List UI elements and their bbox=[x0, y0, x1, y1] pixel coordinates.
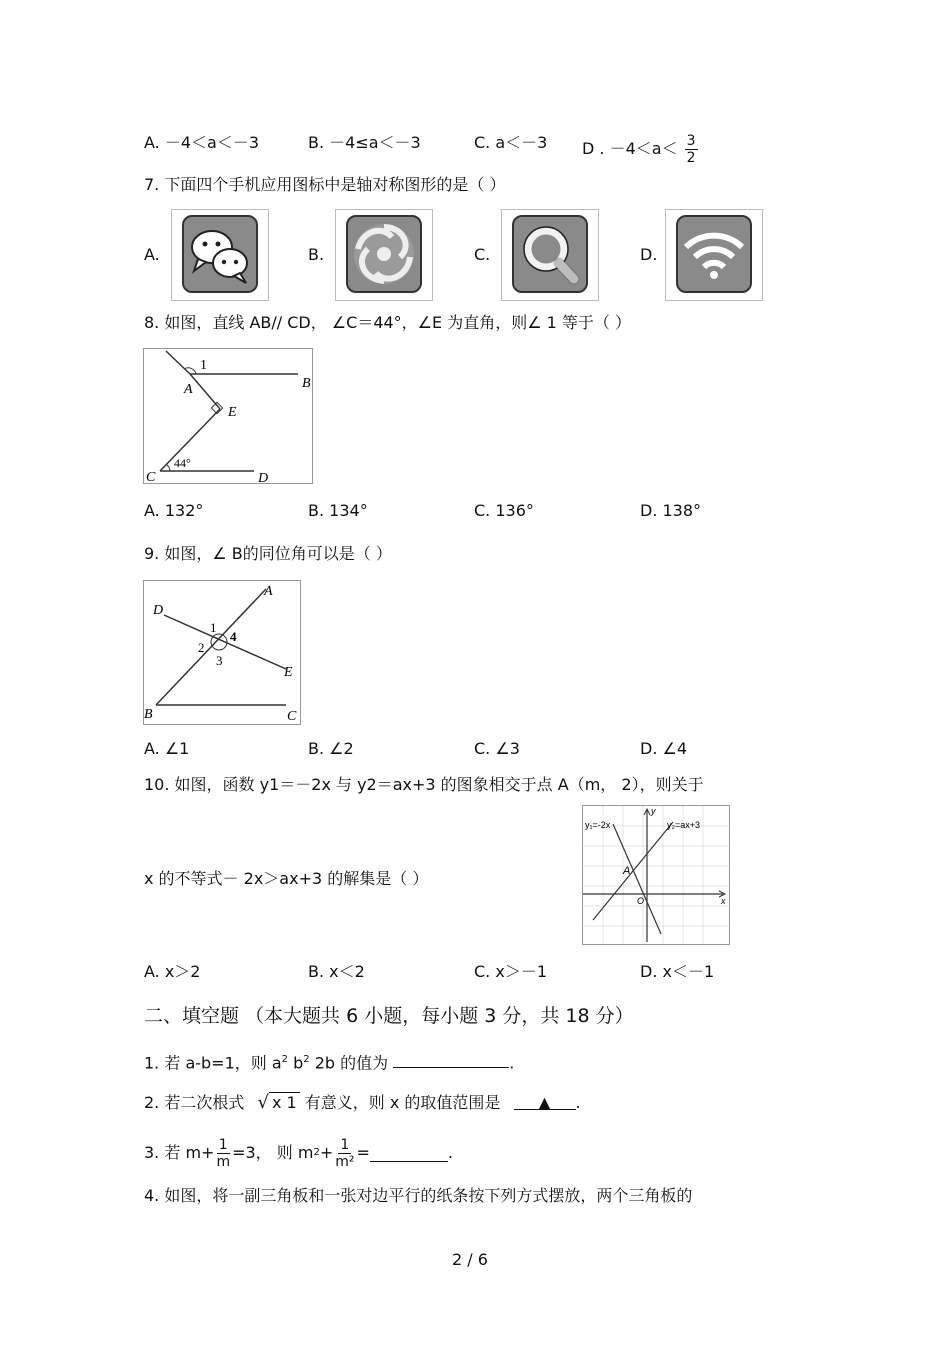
fill-3-end: . bbox=[447, 1143, 453, 1162]
fill-2-radicand: x 1 bbox=[269, 1092, 300, 1112]
q7-image-d bbox=[665, 209, 763, 301]
q8-label-d: D bbox=[258, 471, 269, 483]
q9-figure bbox=[143, 580, 301, 725]
q10-option-a: A. x＞2 bbox=[144, 962, 201, 981]
fill-3-plus: + bbox=[319, 1143, 334, 1162]
fraction-numerator: 1 bbox=[218, 1136, 228, 1153]
fill-3-fraction-2 bbox=[333, 1137, 356, 1170]
q10-label-a: A bbox=[623, 865, 631, 877]
wifi-icon bbox=[676, 215, 752, 293]
fill-2-prefix: 2. 若二次根式 bbox=[144, 1093, 245, 1112]
q9-label-1: 1 bbox=[210, 620, 217, 635]
triangle-mark-icon: ▲ bbox=[538, 1093, 551, 1112]
fill-question-4: 4. 如图，将一副三角板和一张对边平行的纸条按下列方式摆放，两个三角板的 bbox=[144, 1186, 693, 1205]
fill-3-prefix: 3. 若 m+ bbox=[144, 1143, 215, 1162]
q8-option-d: D. 138° bbox=[640, 501, 702, 520]
q10-option-b: B. x＜2 bbox=[308, 962, 365, 981]
q10-label-y1: y₁=-2x bbox=[585, 820, 611, 830]
q9-option-c: C. ∠3 bbox=[474, 739, 520, 758]
fraction-numerator: 3 bbox=[686, 133, 696, 149]
square-root-icon: √ x 1 bbox=[257, 1093, 299, 1113]
q8-stem: 8. 如图，直线 AB∕∕ CD， ∠C＝44°，∠E 为直角，则∠ 1 等于（ ） bbox=[144, 313, 632, 332]
q9-label-b: B bbox=[144, 707, 153, 722]
fraction-denominator: m bbox=[216, 1153, 231, 1170]
q8-label-angle: 44° bbox=[174, 456, 191, 470]
q6-option-d-text: D . －4＜a＜ bbox=[582, 139, 678, 158]
q7-image-a bbox=[171, 209, 269, 301]
q7-label-a: A. bbox=[144, 245, 160, 264]
q6-option-c: C. a＜－3 bbox=[474, 133, 548, 152]
q9-label-d: D bbox=[153, 603, 164, 618]
q7-label-c: C. bbox=[474, 245, 491, 264]
q9-label-e: E bbox=[284, 665, 293, 680]
q6-option-d-fraction bbox=[685, 133, 698, 166]
q9-label-3: 3 bbox=[216, 653, 223, 668]
q9-option-d: D. ∠4 bbox=[640, 739, 688, 758]
fill-2-end: . bbox=[575, 1093, 581, 1112]
fill-1-prefix: 1. 若 a-b=1，则 a bbox=[144, 1053, 282, 1073]
q7-image-b bbox=[335, 209, 433, 301]
q9-stem: 9. 如图，∠ B的同位角可以是（ ） bbox=[144, 544, 392, 563]
q6-option-a: A. －4＜a＜－3 bbox=[144, 133, 260, 152]
fill-1-sup-1: 2 bbox=[281, 1054, 289, 1065]
q8-label-c: C bbox=[146, 470, 156, 483]
q8-figure bbox=[143, 348, 313, 484]
fill-2-answer-blank[interactable] bbox=[514, 1093, 576, 1110]
q10-stem-2: x 的不等式－ 2x＞ax+3 的解集是（ ） bbox=[144, 869, 429, 888]
fill-3-fraction-1 bbox=[214, 1137, 232, 1170]
q8-option-a: A. 132° bbox=[144, 501, 204, 520]
page-number: 2 / 6 bbox=[452, 1250, 488, 1269]
fill-2-suffix: 有意义，则 x 的取值范围是 bbox=[304, 1093, 501, 1112]
q9-label-2: 2 bbox=[198, 640, 205, 655]
q8-label-b: B bbox=[302, 376, 311, 391]
fill-3-sup: 2 bbox=[313, 1147, 320, 1158]
q10-label-o: O bbox=[637, 896, 645, 906]
q10-option-c: C. x＞－1 bbox=[474, 962, 547, 981]
fraction-numerator: 1 bbox=[340, 1136, 350, 1153]
q6-option-b: B. －4≤a＜－3 bbox=[308, 133, 421, 152]
q7-image-c bbox=[501, 209, 599, 301]
section-title: 二、填空题 （本大题共 6 小题，每小题 3 分，共 18 分） bbox=[144, 1005, 634, 1027]
q9-option-b: B. ∠2 bbox=[308, 739, 354, 758]
q10-label-x: x bbox=[721, 896, 726, 906]
q10-label-y2: y₂=ax+3 bbox=[667, 820, 701, 830]
fill-1-mid: b bbox=[288, 1053, 304, 1073]
fraction-denominator: 2 bbox=[686, 150, 696, 166]
q6-option-d bbox=[582, 133, 698, 166]
q9-label-c: C bbox=[287, 709, 297, 724]
fill-1-suffix: 2b 的值为 bbox=[309, 1053, 389, 1073]
q10-option-d: D. x＜－1 bbox=[640, 962, 715, 981]
search-icon bbox=[512, 215, 588, 293]
chat-bubbles-icon bbox=[182, 215, 258, 293]
fill-1-answer-blank[interactable] bbox=[393, 1051, 509, 1068]
q10-figure bbox=[582, 805, 730, 945]
fill-3-mid: =3， 则 m bbox=[232, 1143, 314, 1162]
q7-label-d: D. bbox=[640, 245, 658, 264]
q8-label-e: E bbox=[228, 405, 237, 420]
q9-label-a: A bbox=[264, 584, 273, 599]
fill-question-2 bbox=[144, 1093, 581, 1113]
q10-stem: 10. 如图，函数 y1＝－2x 与 y2＝ax+3 的图象相交于点 A（m， 2），则关于 bbox=[144, 775, 704, 794]
fill-question-3 bbox=[144, 1133, 453, 1173]
q7-label-b: B. bbox=[308, 245, 325, 264]
q8-option-b: B. 134° bbox=[308, 501, 368, 520]
fill-1-end: . bbox=[509, 1053, 515, 1073]
fill-1-sup-2: 2 bbox=[303, 1054, 310, 1065]
fill-3-answer-blank[interactable] bbox=[370, 1145, 448, 1162]
q8-label-1: 1 bbox=[200, 358, 207, 373]
q9-option-a: A. ∠1 bbox=[144, 739, 190, 758]
fill-3-eq: = bbox=[356, 1143, 370, 1162]
q10-label-y: y bbox=[651, 806, 656, 816]
q8-option-c: C. 136° bbox=[474, 501, 534, 520]
fraction-denominator: m² bbox=[335, 1153, 355, 1170]
fill-question-1 bbox=[144, 1050, 514, 1073]
q9-label-4: 4 bbox=[230, 629, 237, 644]
q8-label-a: A bbox=[184, 382, 193, 397]
q7-stem: 7. 下面四个手机应用图标中是轴对称图形的是（ ） bbox=[144, 175, 506, 194]
swirl-icon bbox=[346, 215, 422, 293]
